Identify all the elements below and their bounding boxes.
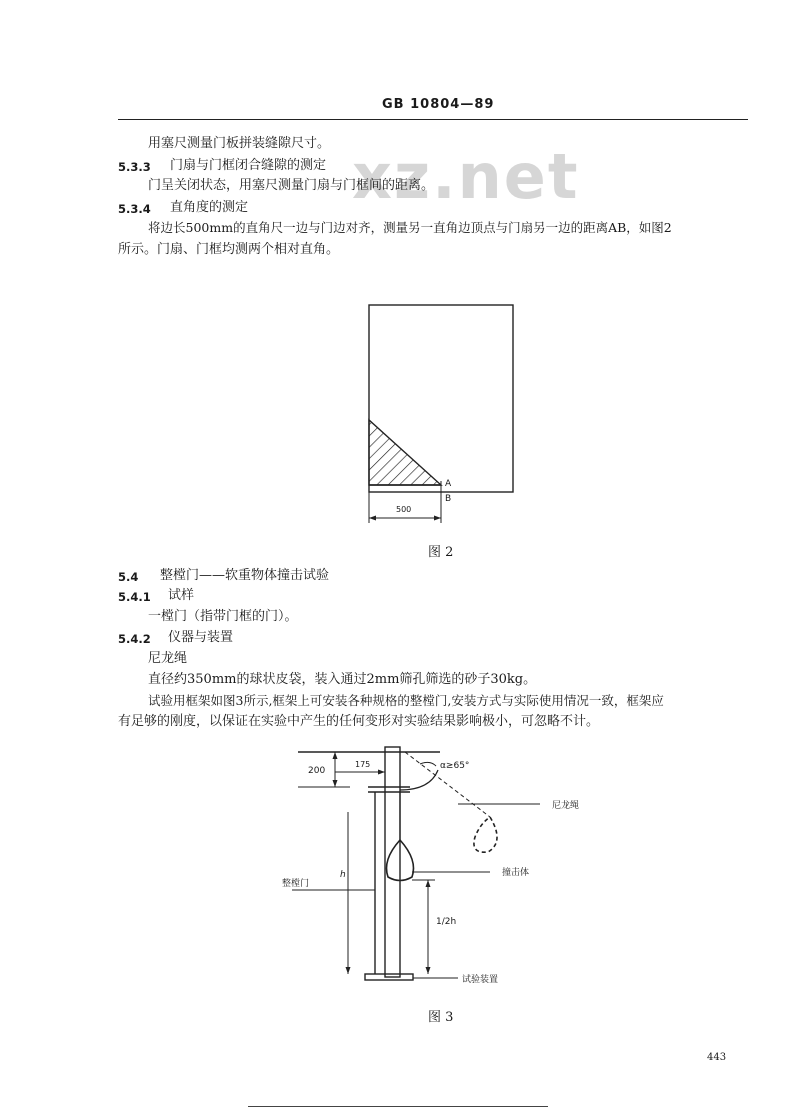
dimension-500: 500 <box>396 505 412 514</box>
paragraph: 有足够的刚度，以保证在实验中产生的任何变形对实验结果影响极小，可忽略不计。 <box>118 714 600 729</box>
paragraph: 直径约350mm的球状皮袋，装入通过2mm筛孔筛选的砂子30kg。 <box>148 672 537 687</box>
paragraph: 用塞尺测量门板拼装缝隙尺寸。 <box>148 136 331 151</box>
section-title: 整樘门——软重物体撞击试验 <box>160 568 330 583</box>
label-b: B <box>445 494 452 504</box>
swung-impactor <box>474 817 497 852</box>
label-test-device: 试验装置 <box>462 975 499 985</box>
label-nylon-rope: 尼龙绳 <box>552 801 580 811</box>
paragraph: 将边长500mm的直角尺一边与门边对齐，测量另一直角边顶点与门扇另一边的距离AB，如图2 <box>148 220 672 235</box>
section-title: 直角度的测定 <box>170 200 249 215</box>
hatched-square <box>369 420 441 485</box>
paragraph: 一樘门（指带门框的门）。 <box>148 609 298 624</box>
section-number: 5.3.3 <box>118 160 151 174</box>
section-title: 门扇与门框闭合缝隙的测定 <box>170 158 327 173</box>
footer-rule <box>248 1106 548 1107</box>
figure-3-diagram <box>282 742 600 997</box>
figure-2-diagram <box>340 295 540 535</box>
figure-2-caption: 图 2 <box>428 545 454 560</box>
section-title: 试样 <box>168 588 195 603</box>
dimension-200: 200 <box>308 766 326 776</box>
dimension-h: h <box>340 870 346 880</box>
label-a: A <box>445 479 452 489</box>
standard-number: GB 10804—89 <box>382 97 495 112</box>
paragraph: 所示。门扇、门框均测两个相对直角。 <box>118 242 340 257</box>
label-impactor: 撞击体 <box>502 868 530 878</box>
section-number: 5.3.4 <box>118 202 151 216</box>
dimension-175: 175 <box>355 760 371 769</box>
angle-label: α≥65° <box>440 761 470 771</box>
section-number: 5.4.1 <box>118 590 151 604</box>
figure-3-caption: 图 3 <box>428 1010 454 1025</box>
watermark: xz.net <box>352 140 580 213</box>
paragraph: 门呈关闭状态，用塞尺测量门扇与门框间的距离。 <box>148 178 435 193</box>
page-number: 443 <box>707 1052 727 1063</box>
paragraph: 试验用框架如图3所示,框架上可安装各种规格的整樘门,安装方式与实际使用情况一致，框架应 <box>148 693 664 708</box>
label-door: 整樘门 <box>282 879 310 889</box>
section-number: 5.4 <box>118 570 139 584</box>
dimension-half-h: 1/2h <box>436 917 457 927</box>
section-title: 仪器与装置 <box>168 630 234 645</box>
section-number: 5.4.2 <box>118 632 151 646</box>
header-rule <box>118 119 748 120</box>
paragraph: 尼龙绳 <box>148 651 188 666</box>
